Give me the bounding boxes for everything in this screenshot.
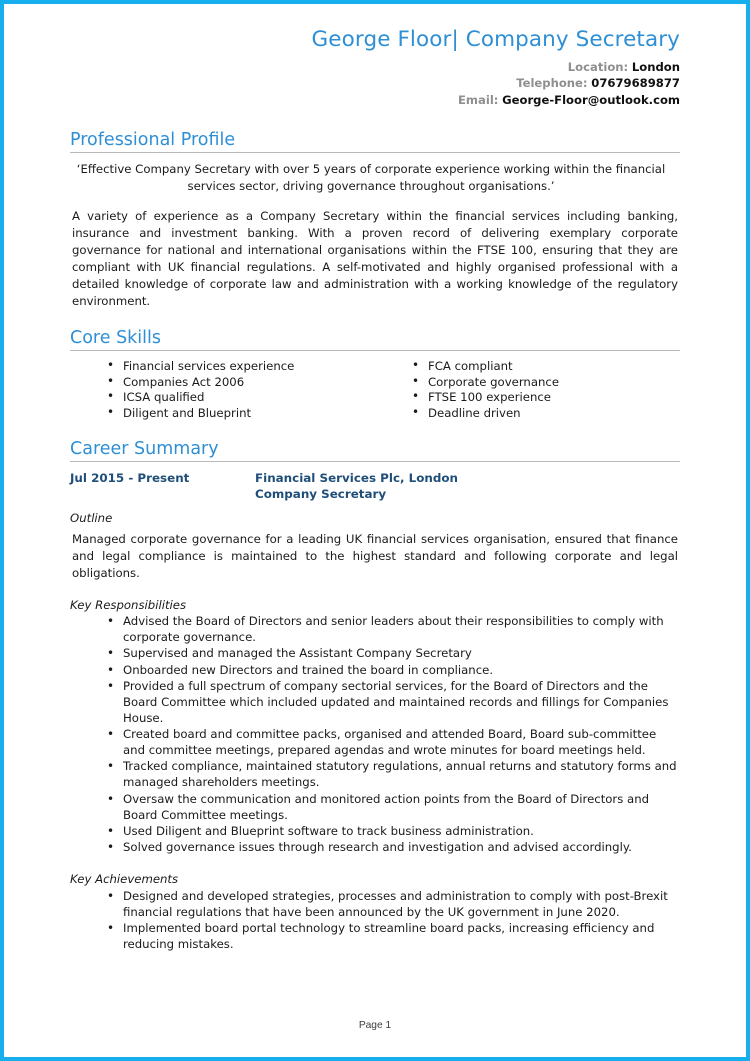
job-company: Financial Services Plc, London — [255, 471, 459, 486]
list-item: • Tracked compliance, maintained statutory regulations, annual returns and statutory forms and managed shareholders meetings. — [123, 759, 680, 791]
contact-email-value: George-Floor@outlook.com — [502, 92, 680, 107]
list-item: • FTSE 100 experience — [428, 390, 680, 406]
cv-content — [4, 4, 746, 953]
list-item: • Oversaw the communication and monitored action points from the Board of Directors and Board Committee meetings. — [123, 792, 680, 824]
list-item: • Solved governance issues through research and investigation and advised accordingly. — [123, 840, 680, 856]
key-responsibilities-list — [70, 614, 680, 857]
contact-details — [70, 59, 680, 108]
job-dates: Jul 2015 - Present — [70, 471, 190, 486]
contact-telephone-label: Telephone: — [516, 76, 588, 91]
list-item: • Financial services experience — [123, 359, 375, 375]
profile-quote: ‘Effective Company Secretary with over 5 years of corporate experience working within the financial services sector, driving governance throughout organisations.’ — [76, 162, 666, 193]
section-divider-core-skills — [70, 350, 680, 351]
list-item: • Diligent and Blueprint — [123, 406, 375, 422]
list-item: • Implemented board portal technology to streamline board packs, increasing efficiency and reducing mistakes. — [123, 921, 680, 953]
core-skills-right-column — [375, 359, 680, 421]
list-item: • Created board and committee packs, organised and attended Board, Board sub-committee and committee meetings, prepared agendas and wrote minutes for board meetings held. — [123, 727, 680, 759]
contact-telephone-value: 07679689877 — [591, 76, 680, 91]
list-item: • Deadline driven — [428, 406, 680, 422]
section-divider-professional-profile — [70, 152, 680, 153]
contact-email-label: Email: — [458, 92, 499, 107]
list-item: • Corporate governance — [428, 375, 680, 391]
list-item: • Used Diligent and Blueprint software to track business administration. — [123, 824, 680, 840]
outline-text: Managed corporate governance for a leading UK financial services organisation, ensured that finance and legal compliance is maintained to the highest standard and following corporate and legal obligations. — [72, 531, 678, 580]
key-responsibilities-label: Key Responsibilities — [70, 597, 187, 612]
list-item: • Onboarded new Directors and trained the board in compliance. — [123, 663, 680, 679]
contact-location — [70, 59, 680, 75]
section-heading-career-summary: Career Summary — [70, 439, 219, 460]
contact-location-label: Location: — [567, 59, 629, 74]
list-item: • Provided a full spectrum of company sectorial services, for the Board of Directors and the Board Committee which included updated and maintained records and fillings for Companies House. — [123, 679, 680, 727]
job-company-role — [255, 470, 680, 502]
section-heading-core-skills: Core Skills — [70, 328, 162, 349]
page-footer: Page 1 — [358, 1020, 392, 1031]
list-item: • Companies Act 2006 — [123, 375, 375, 391]
job-entry-header — [70, 470, 680, 502]
list-item: • ICSA qualified — [123, 390, 375, 406]
list-item: • Designed and developed strategies, processes and administration to comply with post-Brexit financial regulations that have been announced by the UK government in June 2020. — [123, 889, 680, 921]
contact-location-value: London — [631, 59, 680, 74]
section-heading-professional-profile: Professional Profile — [70, 130, 236, 151]
core-skills-columns — [70, 359, 680, 421]
job-role: Company Secretary — [255, 487, 387, 502]
list-item: • FCA compliant — [428, 359, 680, 375]
outline-label: Outline — [70, 511, 113, 526]
section-divider-career-summary — [70, 461, 680, 462]
list-item: • Supervised and managed the Assistant Company Secretary — [123, 646, 680, 662]
key-achievements-label: Key Achievements — [70, 872, 179, 887]
key-achievements-list — [70, 889, 680, 953]
core-skills-left-column — [70, 359, 375, 421]
page-title: George Floor| Company Secretary — [311, 27, 680, 52]
profile-paragraph: A variety of experience as a Company Secretary within the financial services including banking, insurance and investment banking. With a proven record of delivering exemplary corporate governance for national and international organisations within the FTSE 100, ensuring that they are compliant with UK financial regulations. A self-motivated and highly organised professional with a detailed knowledge of corporate law and administration with a working knowledge of the regulatory environment. — [72, 209, 678, 309]
list-item: • Advised the Board of Directors and senior leaders about their responsibilities to comply with corporate governance. — [123, 614, 680, 646]
contact-telephone — [70, 75, 680, 91]
contact-email — [70, 92, 680, 108]
